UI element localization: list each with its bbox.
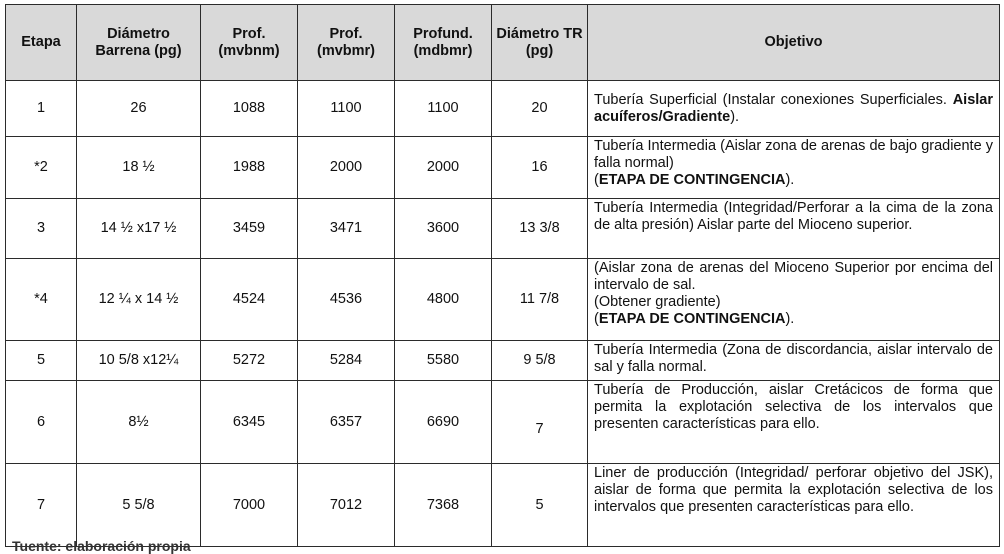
cell-barrena: 5 5/8 xyxy=(77,464,201,547)
cell-etapa: 7 xyxy=(6,464,77,547)
cell-mvbnm: 3459 xyxy=(201,199,298,259)
cell-objetivo xyxy=(588,259,1000,341)
objetivo-contingencia xyxy=(594,311,993,328)
cell-mvbnm: 4524 xyxy=(201,259,298,341)
cell-mdbmr: 5580 xyxy=(395,341,492,381)
table-row xyxy=(6,341,1000,381)
cell-barrena: 10 5/8 x12¼ xyxy=(77,341,201,381)
objetivo-pre: ( xyxy=(594,172,599,188)
cell-mvbmr: 4536 xyxy=(298,259,395,341)
objetivo-contingencia xyxy=(594,172,993,189)
cell-mvbmr: 5284 xyxy=(298,341,395,381)
objetivo-text: Tubería Superficial (Instalar conexiones Superficiales. xyxy=(594,92,953,108)
cell-objetivo: Tubería de Producción, aislar Cretácicos de forma que permita la explotación selectiva de los intervalos que presenten características para ello. xyxy=(588,381,1000,464)
cell-objetivo: Tubería Intermedia (Integridad/Perforar a la cima de la zona de alta presión) Aislar parte del Mioceno superior. xyxy=(588,199,1000,259)
header-profund-mdbmr: Profund. (mdbmr) xyxy=(395,5,492,81)
table-row xyxy=(6,259,1000,341)
cell-tr: 16 xyxy=(492,137,588,199)
objetivo-text2: (Obtener gradiente) xyxy=(594,294,721,310)
cell-objetivo: Liner de producción (Integridad/ perforar objetivo del JSK), aislar de forma que permita la explotación selectiva de los intervalos que presenten características para ello. xyxy=(588,464,1000,547)
objetivo-bold: ETAPA DE CONTINGENCIA xyxy=(598,311,786,327)
cell-barrena: 12 ¼ x 14 ½ xyxy=(77,259,201,341)
table-row xyxy=(6,137,1000,199)
table-row xyxy=(6,381,1000,464)
objetivo-tail: ). xyxy=(785,311,795,327)
objetivo-bold: ETAPA DE CONTINGENCIA xyxy=(598,172,786,188)
cell-mvbmr: 2000 xyxy=(298,137,395,199)
cell-barrena: 14 ½ x17 ½ xyxy=(77,199,201,259)
cell-mdbmr: 2000 xyxy=(395,137,492,199)
cell-mvbnm: 5272 xyxy=(201,341,298,381)
cell-mvbnm: 1088 xyxy=(201,81,298,137)
header-diametro-tr: Diámetro TR (pg) xyxy=(492,5,588,81)
table-source-note: Tuente: elaboración propia xyxy=(12,538,191,554)
cell-etapa: 6 xyxy=(6,381,77,464)
cell-tr: 5 xyxy=(492,464,588,547)
objetivo-text: Tubería Intermedia (Aislar zona de arenas de bajo gradiente y falla normal) xyxy=(594,138,993,171)
header-etapa: Etapa xyxy=(6,5,77,81)
table-row xyxy=(6,464,1000,547)
cell-mvbnm: 6345 xyxy=(201,381,298,464)
cell-mdbmr: 3600 xyxy=(395,199,492,259)
cell-tr: 20 xyxy=(492,81,588,137)
header-prof-mvbnm: Prof. (mvbnm) xyxy=(201,5,298,81)
table-row xyxy=(6,81,1000,137)
objetivo-tail: ). xyxy=(785,172,795,188)
cell-tr: 7 xyxy=(492,381,588,464)
cell-tr: 11 7/8 xyxy=(492,259,588,341)
cell-mvbmr: 3471 xyxy=(298,199,395,259)
table-row xyxy=(6,199,1000,259)
cell-mvbmr: 1100 xyxy=(298,81,395,137)
cell-barrena: 18 ½ xyxy=(77,137,201,199)
well-stages-table xyxy=(5,4,1000,547)
cell-etapa: 1 xyxy=(6,81,77,137)
cell-barrena: 26 xyxy=(77,81,201,137)
cell-tr: 9 5/8 xyxy=(492,341,588,381)
cell-mdbmr: 4800 xyxy=(395,259,492,341)
cell-mdbmr: 1100 xyxy=(395,81,492,137)
cell-etapa: 3 xyxy=(6,199,77,259)
cell-mvbmr: 7012 xyxy=(298,464,395,547)
cell-mvbmr: 6357 xyxy=(298,381,395,464)
objetivo-pre: ( xyxy=(594,311,599,327)
objetivo-text: (Aislar zona de arenas del Mioceno Superior por encima del intervalo de sal. xyxy=(594,260,993,293)
header-objetivo: Objetivo xyxy=(588,5,1000,81)
header-row xyxy=(6,5,1000,81)
cell-barrena: 8½ xyxy=(77,381,201,464)
cell-objetivo xyxy=(588,81,1000,137)
cell-etapa: 5 xyxy=(6,341,77,381)
cell-objetivo xyxy=(588,137,1000,199)
objetivo-tail: ). xyxy=(730,109,740,125)
cell-mvbnm: 7000 xyxy=(201,464,298,547)
cell-mvbnm: 1988 xyxy=(201,137,298,199)
cell-mdbmr: 7368 xyxy=(395,464,492,547)
objetivo-bold: Aislar acuíferos/Gradiente xyxy=(594,92,993,125)
cell-etapa: *2 xyxy=(6,137,77,199)
header-diametro-barrena: Diámetro Barrena (pg) xyxy=(77,5,201,81)
cell-objetivo: Tubería Intermedia (Zona de discordancia, aislar intervalo de sal y falla normal. xyxy=(588,341,1000,381)
header-prof-mvbmr: Prof. (mvbmr) xyxy=(298,5,395,81)
cell-tr: 13 3/8 xyxy=(492,199,588,259)
cell-etapa: *4 xyxy=(6,259,77,341)
cell-mdbmr: 6690 xyxy=(395,381,492,464)
